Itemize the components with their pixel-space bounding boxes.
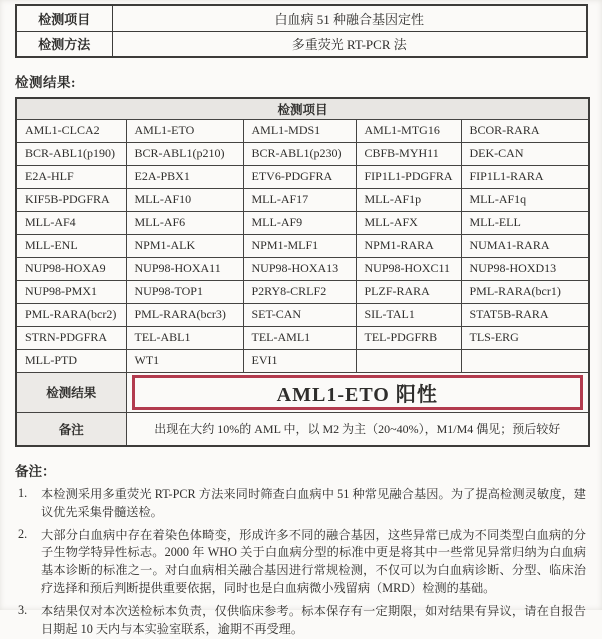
note-item [15, 527, 588, 598]
gene-row [16, 188, 589, 211]
gene-cell: NUP98-HOXA11 [126, 257, 243, 280]
grid-header-cell: 检测项目 [16, 98, 589, 119]
info-label-test-method: 检测方法 [16, 31, 112, 57]
gene-cell: KIF5B-PDGFRA [16, 188, 126, 211]
gene-cell: BCR-ABL1(p210) [126, 142, 243, 165]
note-text: 大部分白血病中存在着染色体畸变，形成许多不同的融合基因，这些异常已成为不同类型白血病的分子生物学特异性标志。2000 年 WHO 关于白血病分型的标准中更是将其中一些常见异常归纳为白血病基本诊断的标准之一。对白血病相关融合基因进行常规检测，不仅可以为白血病诊断、分型、临床治疗选择和预后判断提供重要依据，同时也是白血病微小残留病（MRD）检测的基础。 [41, 527, 586, 596]
info-label-test-item: 检测项目 [16, 5, 112, 31]
gene-cell: NUP98-HOXD13 [461, 257, 589, 280]
gene-cell: TLS-ERG [461, 326, 589, 349]
gene-cell: MLL-ENL [16, 234, 126, 257]
gene-cell: BCR-ABL1(p190) [16, 142, 126, 165]
note-item [15, 603, 588, 639]
gene-cell: E2A-HLF [16, 165, 126, 188]
note-text: 本结果仅对本次送检标本负责，仅供临床参考。标本保存有一定期限，如对结果有异议，请在自报告日期起 10 天内与本实验室联系，逾期不再受理。 [41, 603, 586, 636]
gene-row [16, 142, 589, 165]
remark-row [16, 412, 589, 446]
remark-value: 出现在大约 10%的 AML 中，以 M2 为主（20~40%），M1/M4 偶见；预后较好 [126, 412, 589, 446]
gene-cell: NUP98-PMX1 [16, 280, 126, 303]
result-label: 检测结果 [16, 372, 126, 412]
gene-cell: FIP1L1-PDGFRA [356, 165, 461, 188]
gene-cell: CBFB-MYH11 [356, 142, 461, 165]
gene-row [16, 349, 589, 372]
results-table [15, 97, 590, 447]
gene-cell [356, 349, 461, 372]
gene-row [16, 211, 589, 234]
result-row [16, 372, 589, 412]
gene-row [16, 165, 589, 188]
info-row-test-method [16, 31, 587, 57]
note-text: 本检测采用多重荧光 RT-PCR 方法来同时筛查白血病中 51 种常见融合基因。为了提高检测灵敏度，建议优先采集骨髓送检。 [41, 487, 586, 519]
gene-cell: PML-RARA(bcr1) [461, 280, 589, 303]
gene-cell: NUP98-HOXA13 [243, 257, 356, 280]
gene-cell: EVI1 [243, 349, 356, 372]
gene-cell: ETV6-PDGFRA [243, 165, 356, 188]
gene-cell: NUP98-HOXC11 [356, 257, 461, 280]
results-section-heading: 检测结果: [15, 75, 76, 90]
gene-cell: TEL-AML1 [243, 326, 356, 349]
result-highlight-box [132, 375, 584, 410]
notes-list [15, 486, 588, 639]
gene-row [16, 303, 589, 326]
gene-row [16, 257, 589, 280]
gene-cell: AML1-CLCA2 [16, 119, 126, 142]
gene-row [16, 326, 589, 349]
gene-cell: SET-CAN [243, 303, 356, 326]
gene-cell: BCOR-RARA [461, 119, 589, 142]
gene-cell: AML1-MTG16 [356, 119, 461, 142]
gene-cell: MLL-ELL [461, 211, 589, 234]
note-number: 1. [18, 486, 28, 500]
notes-heading: 备注： [15, 464, 56, 479]
gene-cell: AML1-MDS1 [243, 119, 356, 142]
gene-cell: FIP1L1-RARA [461, 165, 589, 188]
gene-cell: PML-RARA(bcr2) [16, 303, 126, 326]
gene-cell: STAT5B-RARA [461, 303, 589, 326]
info-table [15, 4, 588, 58]
gene-cell: MLL-AF1p [356, 188, 461, 211]
remark-label: 备注 [16, 412, 126, 446]
gene-cell: BCR-ABL1(p230) [243, 142, 356, 165]
gene-cell: NUP98-TOP1 [126, 280, 243, 303]
gene-cell: MLL-AF1q [461, 188, 589, 211]
gene-cell: PLZF-RARA [356, 280, 461, 303]
note-number: 3. [18, 602, 28, 617]
notes-section [15, 460, 588, 639]
gene-cell: AML1-ETO [126, 119, 243, 142]
gene-cell: WT1 [126, 349, 243, 372]
gene-cell: STRN-PDGFRA [16, 326, 126, 349]
result-value: AML1-ETO 阳性 [276, 383, 438, 406]
gene-cell: MLL-AF4 [16, 211, 126, 234]
gene-row [16, 119, 589, 142]
gene-cell: NPM1-RARA [356, 234, 461, 257]
info-value-test-method: 多重荧光 RT-PCR 法 [112, 31, 587, 57]
gene-cell: MLL-PTD [16, 349, 126, 372]
gene-cell: DEK-CAN [461, 142, 589, 165]
gene-cell: P2RY8-CRLF2 [243, 280, 356, 303]
gene-cell: MLL-AF10 [126, 188, 243, 211]
gene-cell: PML-RARA(bcr3) [126, 303, 243, 326]
info-row-test-item [16, 5, 587, 31]
gene-cell [461, 349, 589, 372]
gene-cell: MLL-AF17 [243, 188, 356, 211]
gene-cell: MLL-AF9 [243, 211, 356, 234]
gene-cell: TEL-PDGFRB [356, 326, 461, 349]
gene-cell: NUMA1-RARA [461, 234, 589, 257]
gene-row [16, 280, 589, 303]
gene-grid [16, 119, 589, 372]
gene-cell: E2A-PBX1 [126, 165, 243, 188]
gene-cell: TEL-ABL1 [126, 326, 243, 349]
gene-cell: SIL-TAL1 [356, 303, 461, 326]
gene-cell: MLL-AFX [356, 211, 461, 234]
gene-cell: MLL-AF6 [126, 211, 243, 234]
info-value-test-item: 白血病 51 种融合基因定性 [112, 5, 587, 31]
note-number: 2. [18, 526, 28, 541]
note-item [15, 486, 588, 522]
grid-header-row [16, 98, 589, 119]
gene-cell: NUP98-HOXA9 [16, 257, 126, 280]
result-value-cell [126, 372, 589, 412]
gene-row [16, 234, 589, 257]
gene-cell: NPM1-MLF1 [243, 234, 356, 257]
gene-cell: NPM1-ALK [126, 234, 243, 257]
